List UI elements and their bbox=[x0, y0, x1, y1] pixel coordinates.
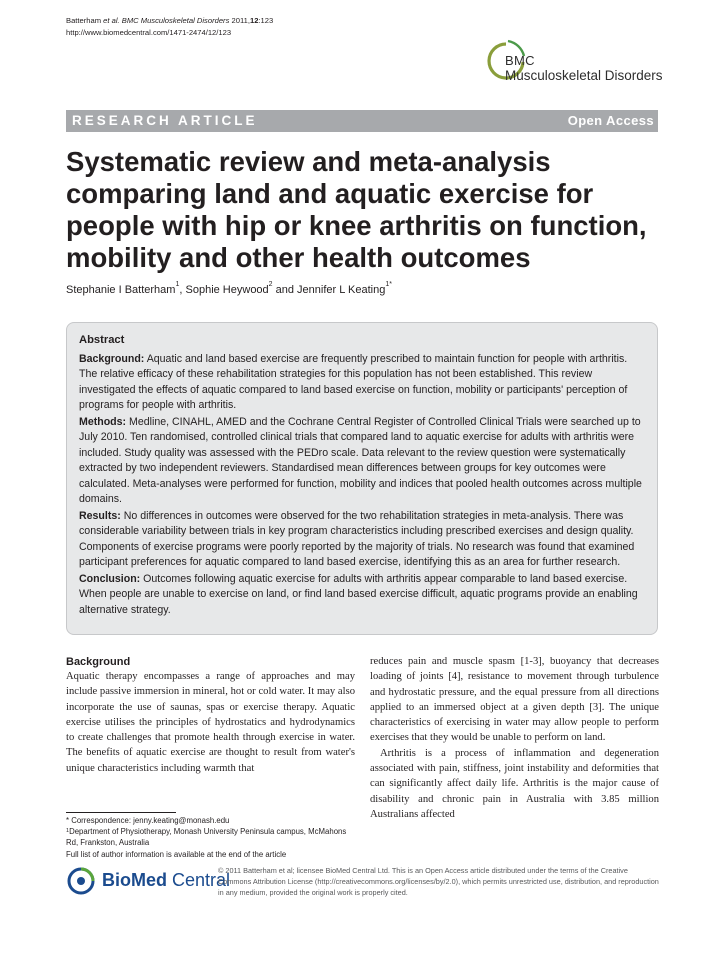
publisher-logo bbox=[66, 866, 231, 896]
footnote bbox=[66, 815, 356, 860]
citation-journal: BMC Musculoskeletal Disorders bbox=[121, 16, 230, 25]
abstract-section-label: Results: bbox=[79, 509, 121, 522]
affiliation-mark: 1 bbox=[66, 828, 70, 835]
body-paragraph: Aquatic therapy encompasses a range of approaches and may include passive immersion in mineral, hot or cold water. It may also incorporate the use of saunas, spas or exercise therapy. Aquatic exercise utilises the principles of hydrostatics and hydrodynamics to create challenges that promote health through exercise in water. The benefits of aquatic exercise are thought to result from water's unique characteristics including warmth that bbox=[66, 671, 355, 774]
author-info-note: Full list of author information is available at the end of the article bbox=[66, 849, 287, 859]
open-access-label: Open Access bbox=[567, 113, 654, 128]
body-paragraph: reduces pain and muscle spasm [1-3], buoyancy that decreases loading of joints [4], resistance to movement through turbulence and hydrostatic pressure, and the equal pressure from all directions applied to an immersed object at a given depth [3]. The unique characteristics of exercising in water may allow people to perform exercises that they would be unable to perform on land. bbox=[370, 656, 659, 744]
citation-year: 2011, bbox=[231, 16, 250, 25]
section-heading: Background bbox=[66, 656, 131, 668]
citation-volume: 12 bbox=[249, 16, 259, 25]
footnote-divider bbox=[66, 812, 176, 813]
citation-line bbox=[66, 15, 273, 27]
abstract-box bbox=[66, 322, 658, 635]
journal-logo-bmc: BMC bbox=[505, 53, 535, 68]
abstract-heading: Abstract bbox=[79, 334, 125, 346]
journal-logo bbox=[478, 38, 668, 86]
citation-article: :123 bbox=[258, 16, 274, 25]
publisher-logo-bold: BioMed bbox=[102, 870, 167, 890]
author-affiliation-mark: 2 bbox=[268, 281, 273, 288]
body-column-left bbox=[66, 655, 355, 776]
abstract-results bbox=[79, 509, 647, 571]
author-name: Jennifer L Keating bbox=[297, 284, 386, 296]
abstract-conclusion bbox=[79, 572, 647, 619]
abstract-section-label: Background: bbox=[79, 352, 145, 365]
publisher-logo-text bbox=[102, 870, 230, 891]
article-title: Systematic review and meta-analysis comparing land and aquatic exercise for people with hip or knee arthritis on function, mobility and other health outcomes bbox=[66, 146, 647, 273]
article-type-label: RESEARCH ARTICLE bbox=[72, 113, 258, 128]
affiliation-text: Department of Physiotherapy, Monash University Peninsula campus, McMahons Rd, Frankston, Australia bbox=[66, 827, 347, 848]
author-name: Stephanie I Batterham bbox=[66, 284, 176, 296]
citation-header bbox=[66, 15, 273, 39]
article-type-banner bbox=[66, 110, 658, 132]
abstract-section-label: Methods: bbox=[79, 415, 127, 428]
body-paragraph: Arthritis is a process of inflammation and degeneration associated with pain, stiffness, joint instability and deformities that can significantly affect daily life. Arthritis is the major cause of disability and chronic pain in Australia with 3.85 million Australians affected bbox=[370, 747, 659, 820]
author-list bbox=[66, 281, 392, 296]
abstract-section-text: Medline, CINAHL, AMED and the Cochrane Central Register of Controlled Clinical Trials were searched up to July 2010. Ten randomised, controlled clinical trials that compared land to aquatic exercise for adults with arthritis were included. Study quality was assessed with the PEDro scale. Data relevant to the review question were systematically extracted by two independent reviewers. Standardised mean differences between groups for key outcomes were calculated. Meta-analyses were performed for function, mobility and indices that pooled health outcomes across multiple domains. bbox=[79, 415, 642, 505]
abstract-section-text: Aquatic and land based exercise are frequently prescribed to maintain function for people with arthritis. The relative efficacy of these rehabilitation strategies for this population has not been established. This review investigated the effects of aquatic compared to land based exercise on function, mobility or participants' perception of programs for people with arthritis. bbox=[79, 352, 628, 411]
publisher-logo-icon bbox=[66, 866, 96, 896]
citation-authors: Batterham bbox=[66, 16, 102, 25]
author-separator: , bbox=[179, 284, 186, 296]
abstract-background bbox=[79, 352, 647, 414]
author-affiliation-mark: 1* bbox=[385, 281, 392, 288]
abstract-section-text: Outcomes following aquatic exercise for adults with arthritis appear comparable to land based exercise. When people are unable to exercise on land, or find land based exercise difficult, aquatic programs provide an enabling alternative strategy. bbox=[79, 572, 638, 616]
author-name: Sophie Heywood bbox=[185, 284, 269, 296]
citation-etal: et al. bbox=[103, 16, 120, 25]
abstract-methods bbox=[79, 415, 647, 508]
author-separator: and bbox=[272, 284, 298, 296]
publisher-logo-normal: Central bbox=[167, 870, 231, 890]
body-column-right bbox=[370, 654, 659, 822]
journal-logo-name: Musculoskeletal Disorders bbox=[505, 68, 663, 83]
affiliation-line bbox=[66, 826, 356, 848]
license-text: © 2011 Batterham et al; licensee BioMed Central Ltd. This is an Open Access article distributed under the terms of the Creative Commons Attribution License (http://creativecommons.org/licenses/by/2.0), which permits unrestricted use, distribution, and reproduction in any medium, provided the original work is properly cited. bbox=[218, 866, 659, 897]
article-url[interactable]: http://www.biomedcentral.com/1471-2474/12/123 bbox=[66, 28, 232, 37]
author-affiliation-mark: 1 bbox=[175, 281, 180, 288]
correspondence-line[interactable]: * Correspondence: jenny.keating@monash.edu bbox=[66, 816, 230, 825]
abstract-section-text: No differences in outcomes were observed for the two rehabilitation strategies in meta-analysis. There was considerable variability between trials in key program characteristics including prescribed exercises and design quality. Components of exercise programs were poorly reported by the majority of trials. No research was found that examined participant preferences for aquatic compared to land based exercise, identifying this as an area for further research. bbox=[79, 509, 635, 568]
abstract-section-label: Conclusion: bbox=[79, 572, 141, 585]
